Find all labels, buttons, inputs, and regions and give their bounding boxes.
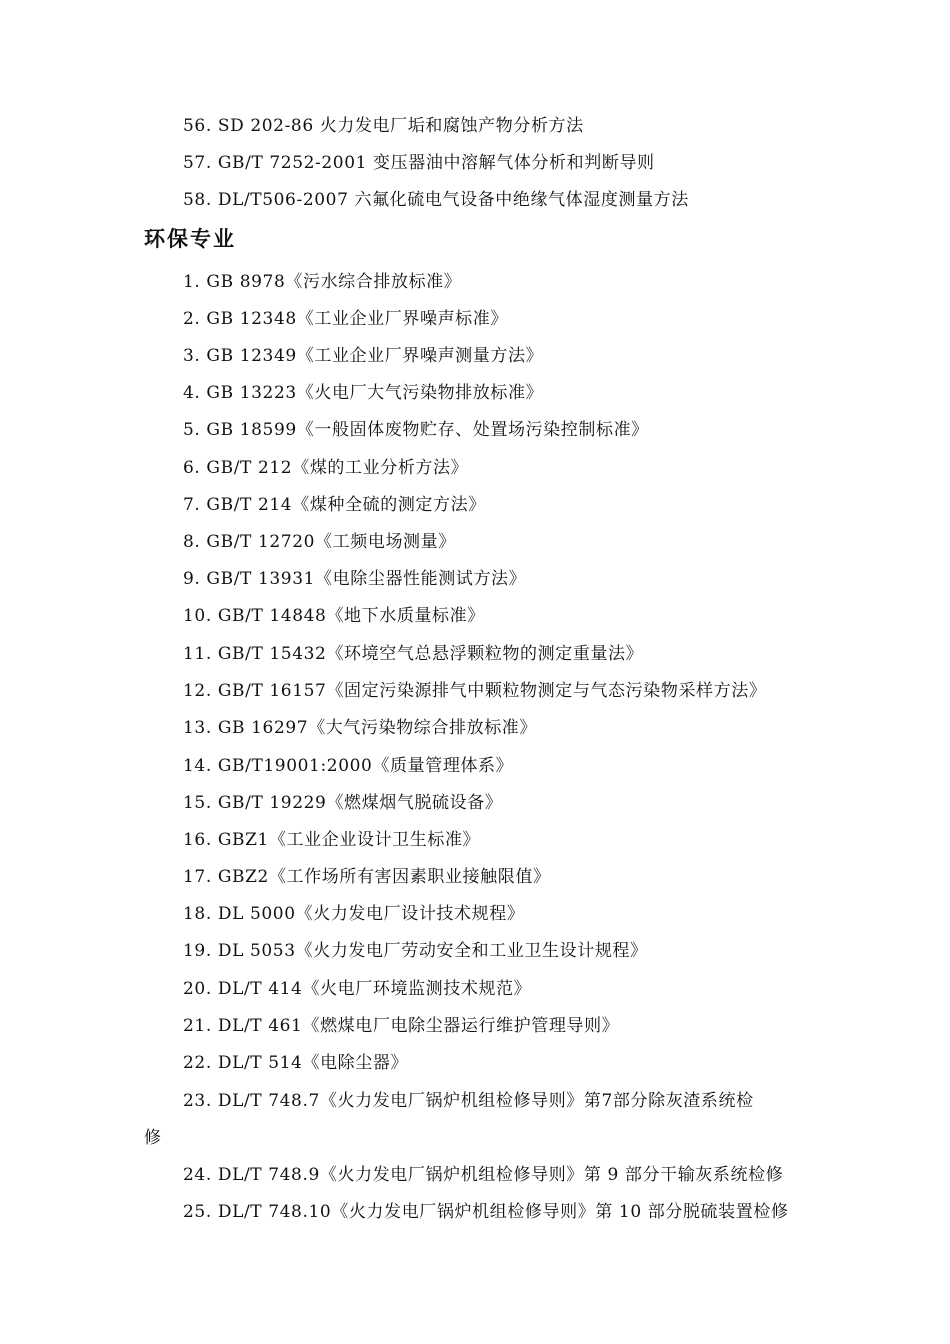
list-item: 7. GB/T 214《煤种全硫的测定方法》	[183, 495, 486, 515]
list-item: 58. DL/T506-2007 六氟化硫电气设备中绝缘气体湿度测量方法	[183, 190, 689, 210]
list-item: 9. GB/T 13931《电除尘器性能测试方法》	[183, 569, 527, 589]
section-heading: 环保专业	[144, 227, 236, 251]
list-item: 1. GB 8978《污水综合排放标准》	[183, 272, 462, 292]
list-item: 5. GB 18599《一般固体废物贮存、处置场污染控制标准》	[183, 420, 649, 440]
list-item-continuation: 修	[144, 1128, 162, 1148]
list-item: 24. DL/T 748.9《火力发电厂锅炉机组检修导则》第 9 部分干输灰系统检修	[183, 1165, 784, 1185]
list-item: 20. DL/T 414《火电厂环境监测技术规范》	[183, 979, 532, 999]
list-item: 17. GBZ2《工作场所有害因素职业接触限值》	[183, 867, 551, 887]
list-item: 16. GBZ1《工业企业设计卫生标准》	[183, 830, 481, 850]
list-item: 18. DL 5000《火力发电厂设计技术规程》	[183, 904, 525, 924]
list-item: 13. GB 16297《大气污染物综合排放标准》	[183, 718, 537, 738]
list-item: 8. GB/T 12720《工频电场测量》	[183, 532, 456, 552]
list-item: 4. GB 13223《火电厂大气污染物排放标准》	[183, 383, 544, 403]
list-item: 23. DL/T 748.7《火力发电厂锅炉机组检修导则》第7部分除灰渣系统检	[183, 1091, 754, 1111]
list-item: 10. GB/T 14848《地下水质量标准》	[183, 606, 485, 626]
list-item: 14. GB/T19001:2000《质量管理体系》	[183, 756, 514, 776]
list-item: 57. GB/T 7252-2001 变压器油中溶解气体分析和判断导则	[183, 153, 655, 173]
list-item: 6. GB/T 212《煤的工业分析方法》	[183, 458, 469, 478]
list-item: 2. GB 12348《工业企业厂界噪声标准》	[183, 309, 508, 329]
list-item: 21. DL/T 461《燃煤电厂电除尘器运行维护管理导则》	[183, 1016, 620, 1036]
list-item: 11. GB/T 15432《环境空气总悬浮颗粒物的测定重量法》	[183, 644, 644, 664]
list-item: 3. GB 12349《工业企业厂界噪声测量方法》	[183, 346, 544, 366]
list-item: 12. GB/T 16157《固定污染源排气中颗粒物测定与气态污染物采样方法》	[183, 681, 767, 701]
list-item: 19. DL 5053《火力发电厂劳动安全和工业卫生设计规程》	[183, 941, 648, 961]
list-item: 25. DL/T 748.10《火力发电厂锅炉机组检修导则》第 10 部分脱硫装置检修	[183, 1202, 789, 1222]
list-item: 22. DL/T 514《电除尘器》	[183, 1053, 409, 1073]
list-item: 56. SD 202-86 火力发电厂垢和腐蚀产物分析方法	[183, 116, 584, 136]
list-item: 15. GB/T 19229《燃煤烟气脱硫设备》	[183, 793, 503, 813]
